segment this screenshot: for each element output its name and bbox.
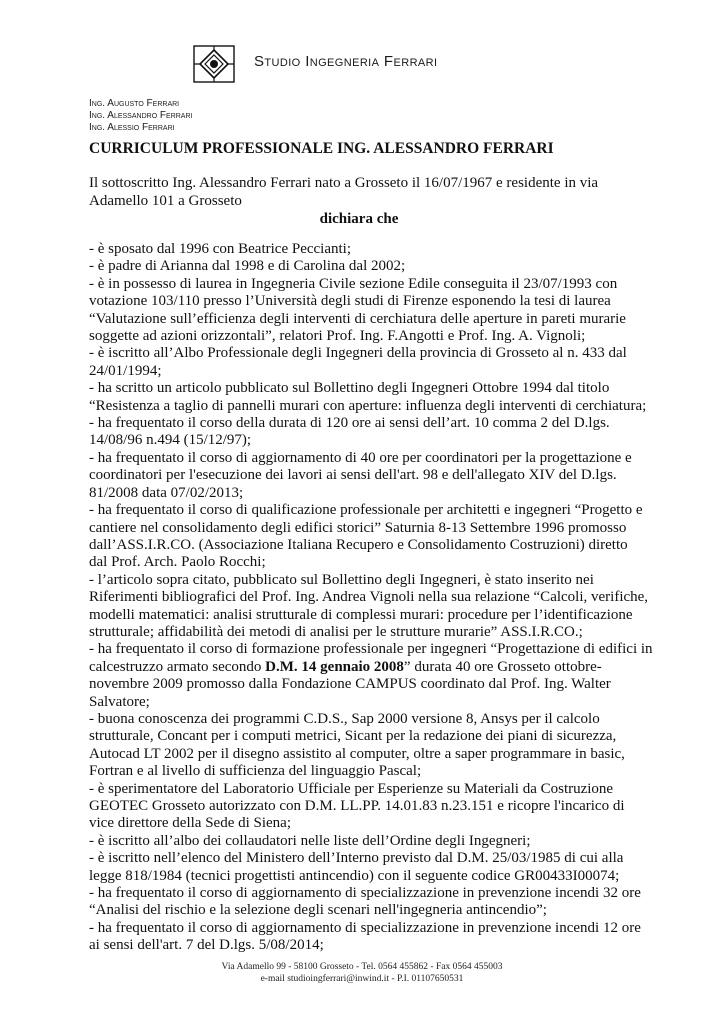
- declaration-line: GEOTEC Grosseto autorizzato con D.M. LL.PP. 14.01.83 n.23.151 e ricopre l'incarico di: [89, 798, 625, 814]
- declaration-line: 14/08/96 n.494 (15/12/97);: [89, 432, 252, 449]
- declaration-line: - l’articolo sopra citato, pubblicato sul Bollettino degli Ingegneri, è stato inserito nei: [89, 571, 594, 588]
- declaration-line: - ha scritto un articolo pubblicato sul Bollettino degli Ingegneri Ottobre 1994 dal titolo: [89, 380, 610, 397]
- declaration-line: Fortran e al livello di sufficienza del linguaggio Pascal;: [89, 763, 422, 780]
- declaration-line: - ha frequentato il corso di formazione professionale per ingegneri “Progettazione di edifici in: [89, 641, 653, 658]
- declaration-item: [89, 920, 649, 955]
- page-footer: [0, 961, 724, 985]
- footer-address: Via Adamello 99 - 58100 Grosseto - Tel. 0564 455862 - Fax 0564 455003: [221, 962, 503, 972]
- declaration-item: [89, 450, 649, 502]
- declaration-line: soggette ad azioni orizzontali”, relatori Prof. Ing. F.Angotti e Prof. Ing. A. Vignoli;: [89, 328, 586, 345]
- declaration-item: [89, 833, 649, 850]
- declaration-line: cantiere nel consolidamento degli edifici storici” Saturnia 8-13 Settembre 1996 promosso: [89, 519, 627, 536]
- declaration-line: novembre 2009 promosso dalla Fondazione CAMPUS coordinato dal Prof. Ing. Walter: [89, 676, 611, 693]
- declaration-line: ai sensi dell'art. 7 del D.lgs. 5/08/2014;: [89, 937, 324, 954]
- declaration-line: 81/2008 data 07/02/2013;: [89, 484, 244, 501]
- declaration-line: dall’ASS.I.R.CO. (Associazione Italiana Recupero e Consolidamento Costruzioni) diretto: [89, 536, 628, 553]
- declaration-item: [89, 276, 649, 346]
- declaration-line: “Resistenza a taglio di pannelli murari con aperture: influenza degli interventi di cerchiatura;: [89, 397, 647, 414]
- declaration-item: [89, 345, 649, 380]
- declaration-line: - buona conoscenza dei programmi C.D.S., Sap 2000 versione 8, Ansys per il calcolo: [89, 710, 600, 727]
- engineers-list: [89, 98, 192, 134]
- declaration-line: - è sperimentatore del Laboratorio Ufficiale per Esperienze su Materiali da Costruzione: [89, 780, 614, 797]
- declaration-item: [89, 641, 653, 711]
- declaration-line: votazione 103/110 presso l’Università degli studi di Firenze esponendo la tesi di laurea: [89, 293, 611, 310]
- declaration-item: [89, 241, 649, 258]
- declaration-line: - è padre di Arianna dal 1998 e di Carolina dal 2002;: [89, 258, 406, 275]
- studio-name: Studio Ingegneria Ferrari: [254, 53, 438, 70]
- declaration-line: calcestruzzo armato secondo D.M. 14 gennaio 2008” durata 40 ore Grosseto ottobre-: [89, 658, 602, 675]
- declaration-line: “Valutazione sull’efficienza degli interventi di cerchiatura delle aperture in pareti murarie: [89, 310, 626, 327]
- declaration-line: legge 818/1984 (tecnici progettisti antincendio) con il seguente codice GR00433I00074;: [89, 867, 620, 884]
- intro-line: Il sottoscritto Ing. Alessandro Ferrari nato a Grosseto il 16/07/1967 e residente in via: [89, 175, 599, 191]
- declaration-line: Salvatore;: [89, 693, 150, 710]
- declarations-list: [89, 241, 653, 955]
- declaration-line: - è sposato dal 1996 con Beatrice Peccianti;: [89, 241, 351, 257]
- declaration-line: - ha frequentato il corso di qualificazione professionale per architetti e ingegneri “Progetto e: [89, 502, 643, 519]
- declaration-line: “Analisi del rischio e la selezione degli scenari nell'ingegneria antincendio”;: [89, 902, 547, 919]
- declaration-line: 24/01/1994;: [89, 362, 162, 379]
- declaration-item: [89, 572, 649, 642]
- declaration-line: strutturale; affidabilità dei metodi di analisi per le strutture murarie” ASS.I.R.CO.;: [89, 623, 583, 640]
- declaration-item: [89, 850, 649, 885]
- engineer-name: Ing. Alessandro Ferrari: [89, 110, 193, 121]
- declaration-item: [89, 885, 649, 920]
- declaration-item: [89, 380, 649, 415]
- intro-paragraph: [89, 174, 649, 210]
- document-title: CURRICULUM PROFESSIONALE ING. ALESSANDRO FERRARI: [89, 140, 554, 157]
- declaration-line: strutturale, Concant per i computi metrici, Sicant per la redazione dei piani di sicurezza,: [89, 728, 617, 745]
- declaration-line: modelli matematici: analisi strutturale di complessi murari: procedure per l’identificazione: [89, 606, 633, 623]
- declaration-item: [89, 502, 649, 572]
- declaration-line: Riferimenti bibliografici del Prof. Ing. Andrea Vignoli nella sua relazione “Calcoli, verifiche,: [89, 589, 649, 606]
- declaration-line: - è iscritto all’Albo Professionale degli Ingegneri della provincia di Grosseto al n. 433 dal: [89, 345, 627, 362]
- footer-contacts: e-mail studioingferrari@inwind.it - P.I. 01107650531: [260, 974, 464, 984]
- declaration-line: - ha frequentato il corso di aggiornamento di specializzazione in prevenzione incendi 12 ore: [89, 919, 641, 936]
- declaration-item: [89, 711, 649, 781]
- declaration-line: - ha frequentato il corso della durata di 120 ore ai sensi dell’art. 10 comma 2 del D.lgs.: [89, 415, 610, 432]
- declaration-item: [89, 258, 649, 275]
- declaration-line: dal Prof. Arch. Paolo Rocchi;: [89, 554, 266, 571]
- declaration-line: Autocad LT 2002 per il disegno assistito al computer, oltre a saper programmare in basic,: [89, 745, 625, 762]
- declares-heading: dichiara che: [319, 211, 399, 227]
- declaration-item: [89, 415, 649, 450]
- studio-logo: [192, 44, 236, 84]
- engineer-name: Ing. Alessio Ferrari: [89, 122, 175, 133]
- declaration-line: - ha frequentato il corso di aggiornamento di 40 ore per coordinatori per la progettazione e: [89, 449, 632, 466]
- declaration-line: vice direttore della Sede di Siena;: [89, 815, 292, 832]
- declaration-item: [89, 781, 649, 833]
- declaration-line: - è iscritto nell’elenco del Ministero dell’Interno previsto dal D.M. 25/03/1985 di cui alla: [89, 850, 624, 867]
- declaration-line: - ha frequentato il corso di aggiornamento di specializzazione in prevenzione incendi 32 ore: [89, 885, 641, 902]
- declaration-line: coordinatori per l'esecuzione dei lavori ai sensi dell'art. 98 e dell'allegato XIV del D.lgs.: [89, 467, 617, 484]
- engineer-name: Ing. Augusto Ferrari: [89, 98, 180, 109]
- declaration-line: - è in possesso di laurea in Ingegneria Civile sezione Edile conseguita il 23/07/1993 con: [89, 275, 618, 292]
- declaration-line: - è iscritto all’albo dei collaudatori nelle liste dell’Ordine degli Ingegneri;: [89, 832, 531, 849]
- intro-line: Adamello 101 a Grosseto: [89, 193, 242, 209]
